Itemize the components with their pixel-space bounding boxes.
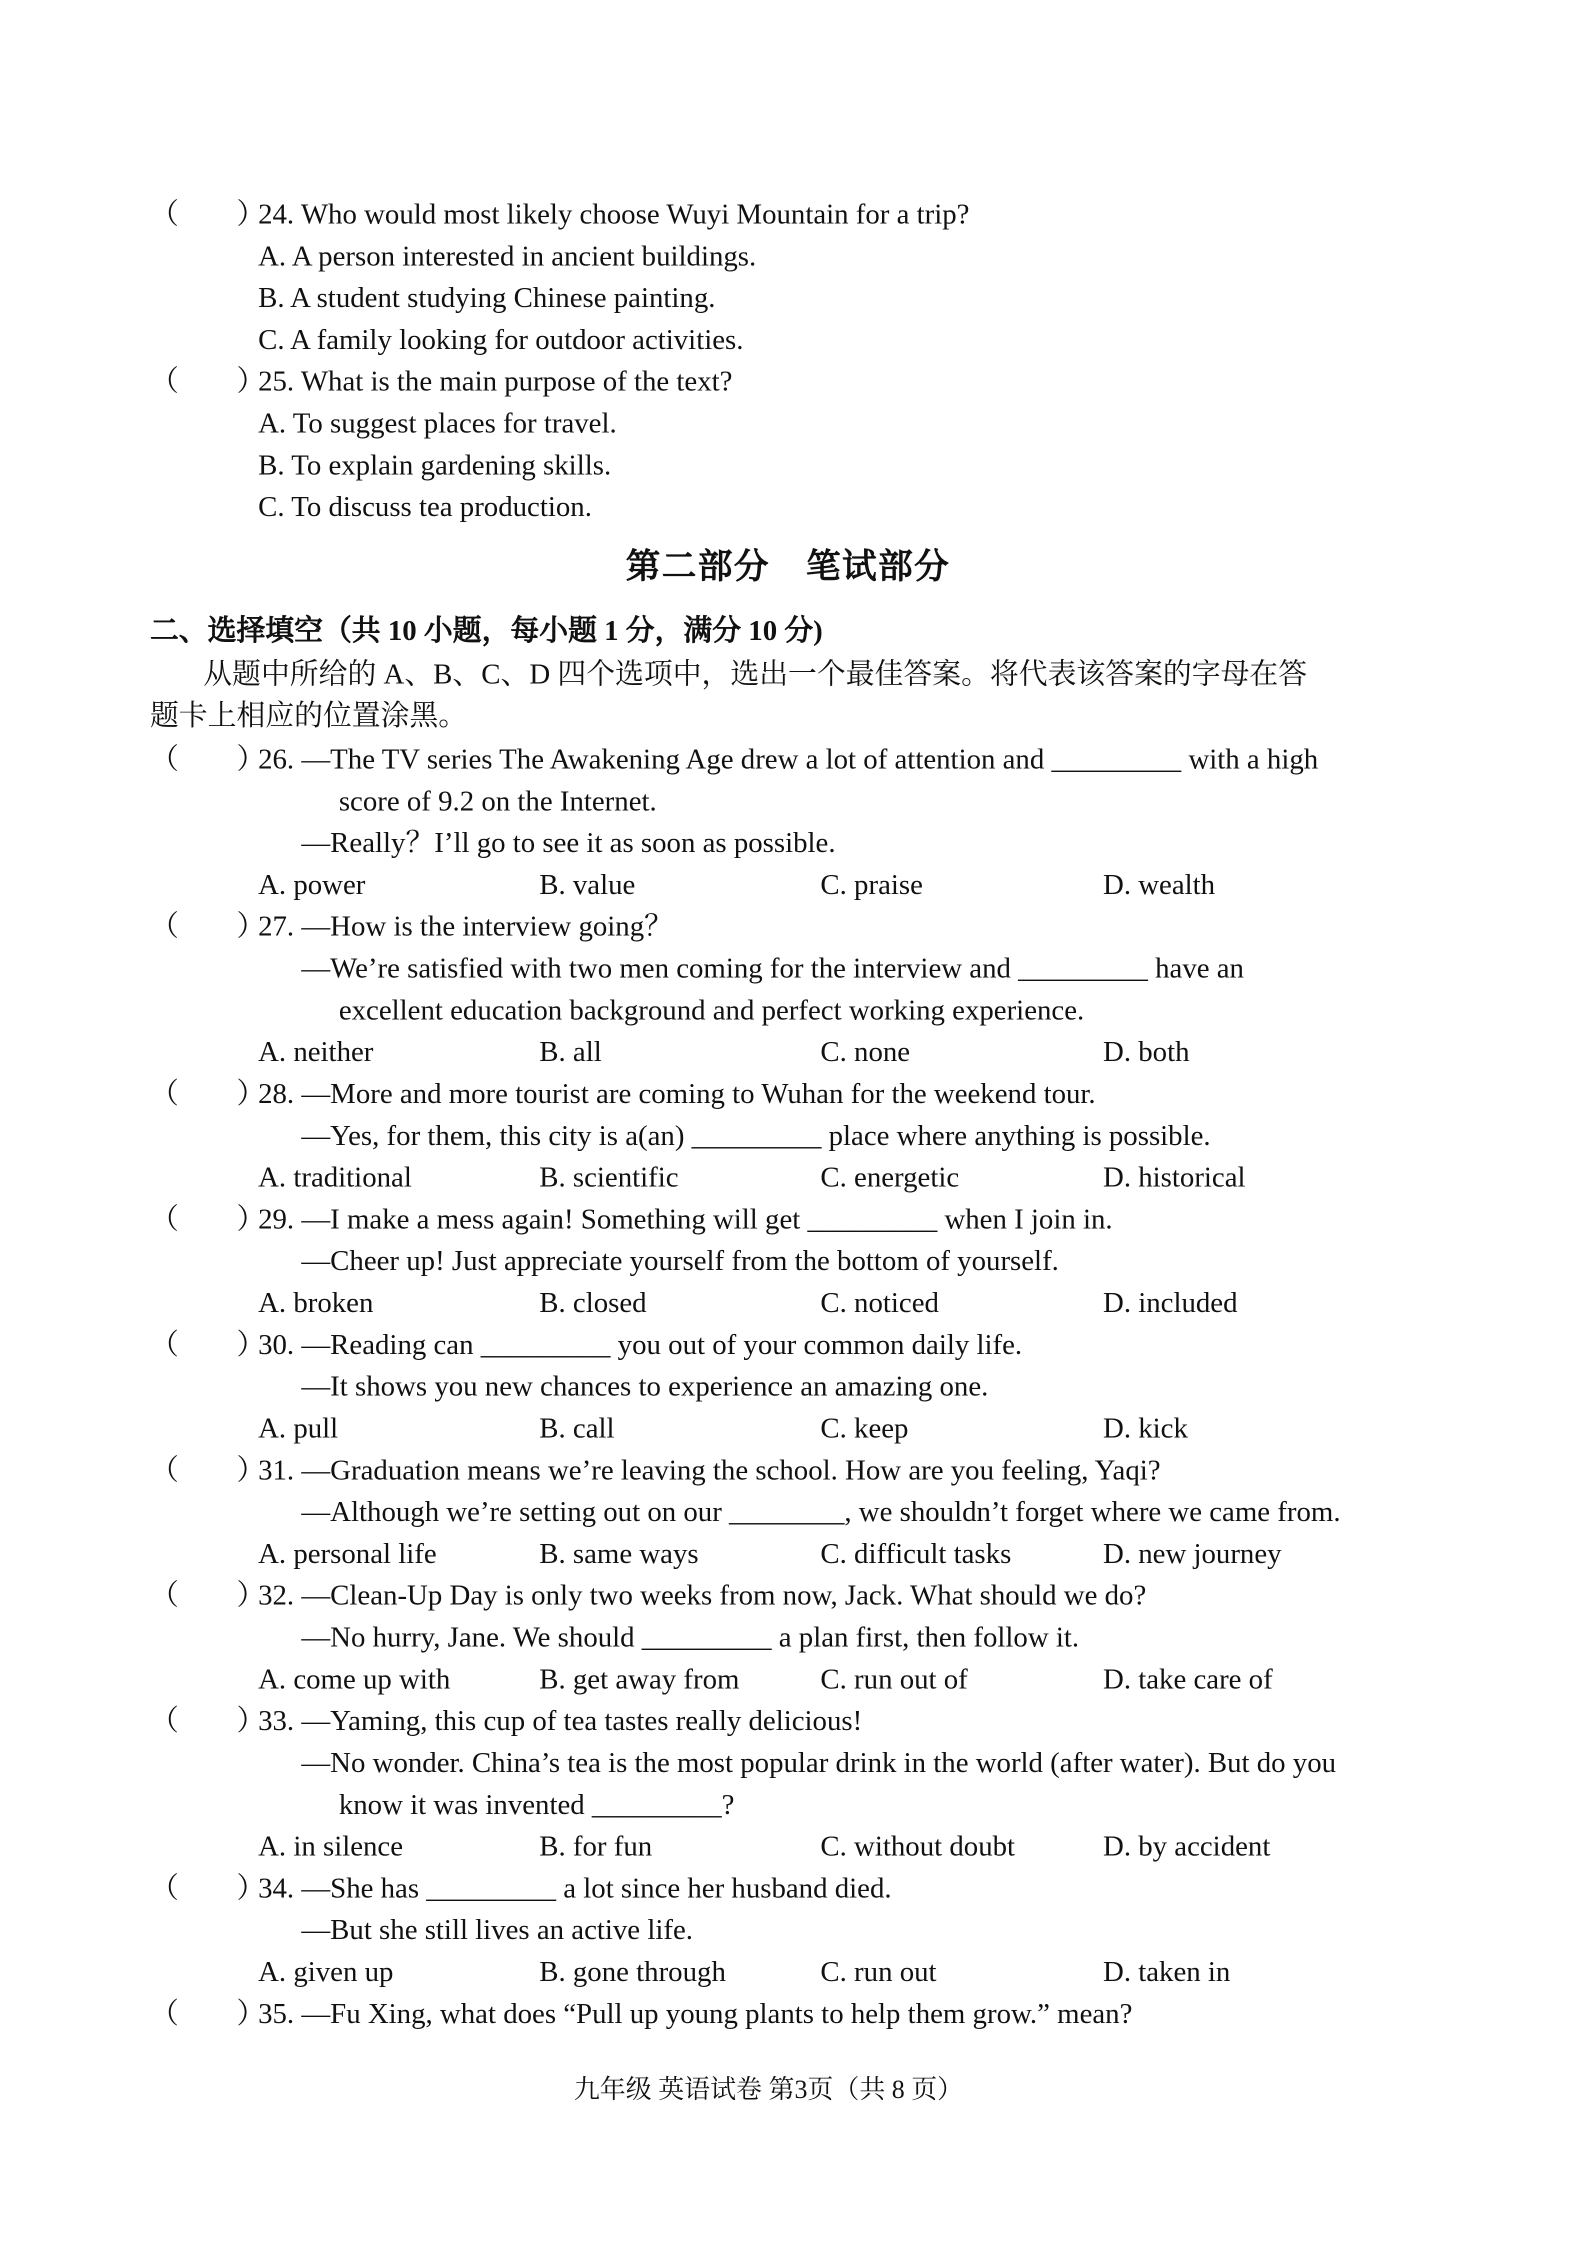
- question-line: —But she still lives an active life.: [301, 1914, 693, 1947]
- option: B. all: [539, 1036, 602, 1069]
- option: B. value: [539, 869, 636, 902]
- option: A. A person interested in ancient buildings.: [258, 240, 757, 273]
- option: B. A student studying Chinese painting.: [258, 282, 716, 315]
- option: D. historical: [1102, 1162, 1246, 1194]
- answer-paren: （ ）: [149, 1454, 266, 1487]
- option: A. To suggest places for travel.: [258, 408, 617, 440]
- option: D. wealth: [1102, 869, 1216, 902]
- answer-paren: （ ）: [149, 1998, 266, 2031]
- question-line: know it was invented _________?: [338, 1789, 735, 1822]
- option: B. To explain gardening skills.: [258, 449, 612, 482]
- option: B. scientific: [539, 1162, 679, 1194]
- option: D. kick: [1102, 1412, 1188, 1445]
- option: C. without doubt: [820, 1831, 1016, 1863]
- option: D. by accident: [1102, 1831, 1271, 1863]
- question-line: excellent education background and perfect working experience.: [338, 994, 1085, 1027]
- question-line: 26. —The TV series The Awakening Age drew a lot of attention and _________ with a high: [258, 743, 1319, 776]
- page-footer: 九年级 英语试卷 第3页（共 8 页）: [573, 2074, 964, 2104]
- instructions-line: 题卡上相应的位置涂黑。: [149, 700, 468, 733]
- option: B. get away from: [539, 1663, 740, 1696]
- option: B. closed: [539, 1287, 647, 1320]
- question-line: 32. —Clean-Up Day is only two weeks from now, Jack. What should we do?: [258, 1580, 1147, 1612]
- answer-paren: （ ）: [149, 1078, 266, 1111]
- question-stem: 25. What is the main purpose of the text?: [258, 366, 733, 398]
- option: B. call: [539, 1412, 615, 1445]
- option: B. same ways: [539, 1538, 699, 1571]
- option: A. pull: [258, 1412, 339, 1445]
- question-stem: 24. Who would most likely choose Wuyi Mountain for a trip?: [258, 198, 970, 231]
- question-line: —Yes, for them, this city is a(an) _________ place where anything is possible.: [301, 1120, 1211, 1153]
- instructions-line: 从题中所给的 A、B、C、D 四个选项中，选出一个最佳答案。将代表该答案的字母在答: [203, 658, 1308, 691]
- question-line: score of 9.2 on the Internet.: [338, 785, 657, 818]
- option: C. To discuss tea production.: [258, 491, 592, 524]
- option: A. neither: [258, 1036, 374, 1069]
- option: A. come up with: [258, 1663, 451, 1696]
- question-line: 33. —Yaming, this cup of tea tastes really delicious!: [258, 1705, 863, 1738]
- answer-paren: （ ）: [149, 1329, 266, 1362]
- question-line: 27. —How is the interview going？: [258, 911, 673, 943]
- answer-paren: （ ）: [149, 1872, 266, 1905]
- option: B. gone through: [539, 1956, 726, 1989]
- option: D. both: [1102, 1036, 1190, 1069]
- option: C. none: [820, 1036, 911, 1069]
- answer-paren: （ ）: [149, 198, 266, 231]
- question-line: —Although we’re setting out on our ________, we shouldn’t forget where we came from.: [301, 1496, 1341, 1529]
- option: C. keep: [820, 1412, 909, 1445]
- question-line: 34. —She has _________ a lot since her husband died.: [258, 1872, 892, 1905]
- option: D. included: [1102, 1287, 1238, 1320]
- option: D. new journey: [1102, 1538, 1282, 1571]
- option: A. personal life: [258, 1538, 437, 1571]
- question-line: —Really？I’ll go to see it as soon as possible.: [301, 827, 836, 860]
- answer-paren: （ ）: [149, 1203, 266, 1236]
- option: C. praise: [820, 869, 923, 902]
- option: C. run out of: [820, 1663, 968, 1696]
- option: A. in silence: [258, 1831, 404, 1863]
- option: D. taken in: [1102, 1956, 1231, 1989]
- answer-paren: （ ）: [149, 743, 266, 776]
- option: C. energetic: [820, 1162, 960, 1194]
- option: A. broken: [258, 1287, 374, 1320]
- question-line: —It shows you new chances to experience an amazing one.: [301, 1371, 989, 1403]
- option: C. noticed: [820, 1287, 939, 1320]
- question-line: —We’re satisfied with two men coming for the interview and _________ have an: [301, 953, 1244, 985]
- question-line: 30. —Reading can _________ you out of your common daily life.: [258, 1329, 1023, 1362]
- section-title: 二、选择填空（共 10 小题，每小题 1 分，满分 10 分): [149, 615, 823, 648]
- option: C. A family looking for outdoor activities.: [258, 324, 744, 357]
- question-line: 31. —Graduation means we’re leaving the school. How are you feeling, Yaqi?: [258, 1454, 1161, 1487]
- question-line: 29. —I make a mess again! Something will get _________ when I join in.: [258, 1203, 1113, 1236]
- option: A. given up: [258, 1956, 394, 1989]
- question-line: —No wonder. China’s tea is the most popular drink in the world (after water). But do you: [301, 1747, 1337, 1780]
- answer-paren: （ ）: [149, 911, 266, 943]
- option: B. for fun: [539, 1831, 653, 1863]
- question-line: —No hurry, Jane. We should _________ a plan first, then follow it.: [301, 1622, 1080, 1654]
- option: C. difficult tasks: [820, 1538, 1012, 1571]
- answer-paren: （ ）: [149, 1705, 266, 1738]
- question-line: —Cheer up! Just appreciate yourself from the bottom of yourself.: [301, 1245, 1059, 1278]
- part-title: 第二部分 笔试部分: [625, 549, 951, 587]
- option: C. run out: [820, 1956, 937, 1989]
- option: A. traditional: [258, 1162, 412, 1194]
- option: D. take care of: [1102, 1663, 1273, 1696]
- option: A. power: [258, 869, 366, 902]
- question-line: 28. —More and more tourist are coming to Wuhan for the weekend tour.: [258, 1078, 1096, 1111]
- answer-paren: （ ）: [149, 1580, 266, 1612]
- answer-paren: （ ）: [149, 366, 266, 398]
- question-line: 35. —Fu Xing, what does “Pull up young plants to help them grow.” mean?: [258, 1998, 1133, 2031]
